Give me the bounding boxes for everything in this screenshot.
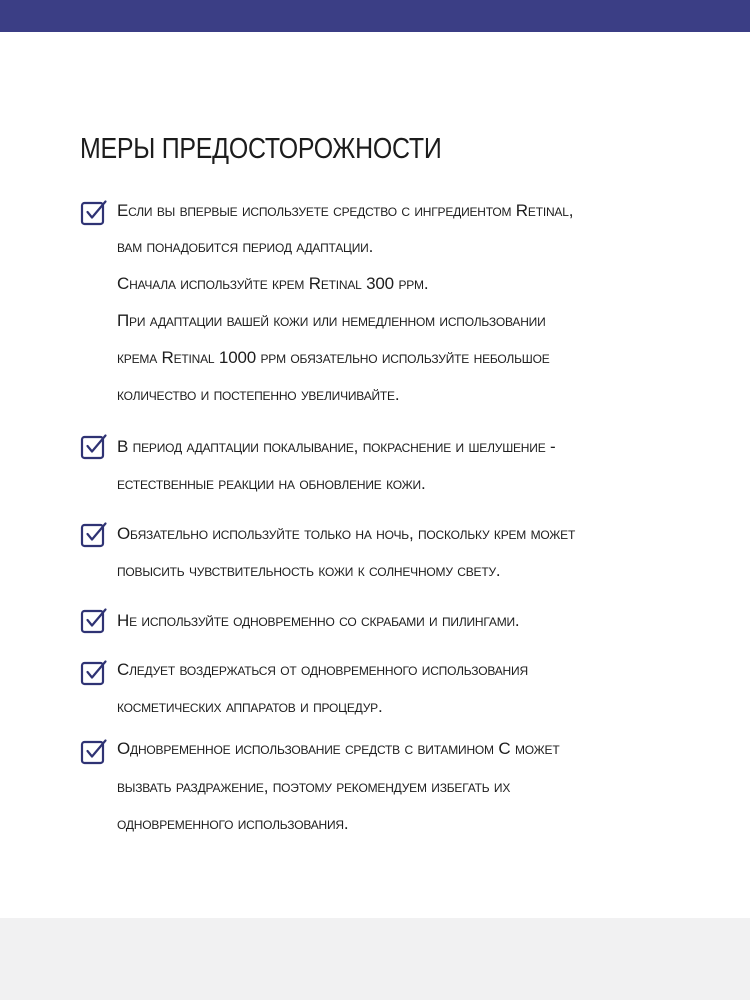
item-text-line: Одновременное использование средств с витамином С может xyxy=(117,739,560,758)
check-box-icon xyxy=(80,432,108,460)
check-box-icon xyxy=(80,198,108,226)
item-text-line: количество и постепенно увеличивайте. xyxy=(117,385,400,404)
item-text-line: косметических аппаратов и процедур. xyxy=(117,697,383,716)
item-text-line: вам понадобится период адаптации. xyxy=(117,237,374,256)
item-text-line: Если вы впервые используете средство с ингредиентом Retinal, xyxy=(117,201,574,220)
item-text-line: Сначала используйте крем Retinal 300 ppm. xyxy=(117,274,429,293)
item-text-line: Обязательно используйте только на ночь, поскольку крем может xyxy=(117,524,576,543)
item-text-line: естественные реакции на обновление кожи. xyxy=(117,474,426,493)
item-text-line: Не используйте одновременно со скрабами и пилингами. xyxy=(117,611,520,630)
check-box-icon xyxy=(80,606,108,634)
top-accent-bar xyxy=(0,0,750,32)
page-title: МЕРЫ ПРЕДОСТОРОЖНОСТИ xyxy=(80,133,442,165)
check-box-icon xyxy=(80,737,108,765)
item-text-line: При адаптации вашей кожи или немедленном использовании xyxy=(117,311,546,330)
item-text-line: вызвать раздражение, поэтому рекомендуем избегать их xyxy=(117,777,511,796)
item-text-line: повысить чувствительность кожи к солнечному свету. xyxy=(117,561,501,580)
check-box-icon xyxy=(80,658,108,686)
item-text-line: В период адаптации покалывание, покраснение и шелушение - xyxy=(117,437,556,456)
bottom-band xyxy=(0,918,750,1000)
check-box-icon xyxy=(80,520,108,548)
item-text-line: одновременного использования. xyxy=(117,814,349,833)
item-text-line: крема Retinal 1000 ppm обязательно используйте небольшое xyxy=(117,348,550,367)
item-text-line: Следует воздержаться от одновременного использования xyxy=(117,660,528,679)
